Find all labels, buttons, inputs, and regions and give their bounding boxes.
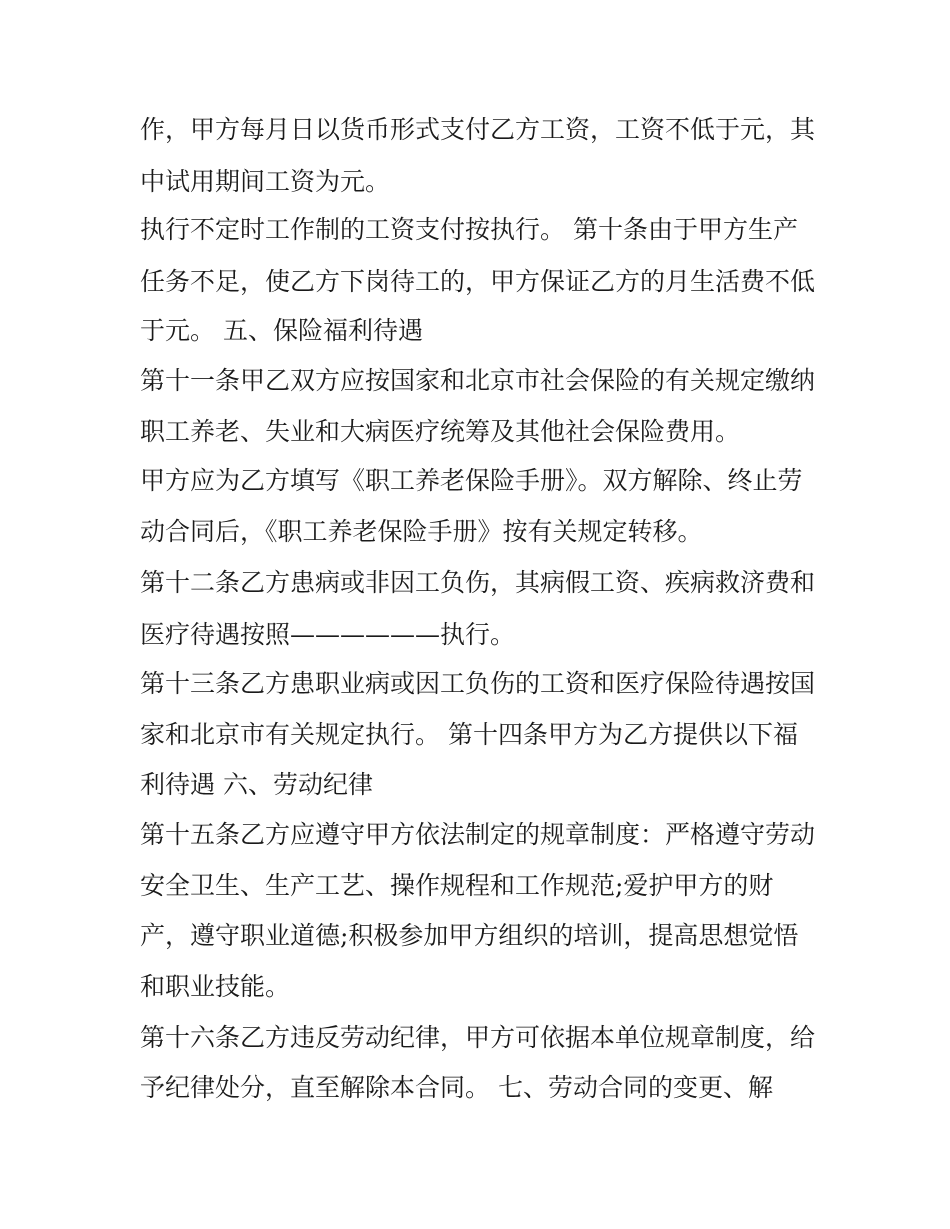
text-line: 于元。 五、保险福利待遇 — [140, 316, 423, 345]
text-line: 作，甲方每月日以货币形式支付乙方工资，工资不低于元，其 — [140, 115, 816, 144]
text-line: 执行不定时工作制的工资支付按执行。 第十条由于甲方生产 — [140, 215, 798, 244]
text-line: 动合同后，《职工养老保险手册》按有关规定转移。 — [140, 517, 703, 546]
text-line: 第十六条乙方违反劳动纪律，甲方可依据本单位规章制度，给 — [140, 1023, 816, 1052]
text-line: 甲方应为乙方填写《职工养老保险手册》。双方解除、终止劳 — [140, 466, 803, 495]
text-line: 任务不足，使乙方下岗待工的，甲方保证乙方的月生活费不低 — [140, 267, 816, 296]
text-line: 医疗待遇按照——————执行。 — [140, 620, 516, 649]
text-line: 安全卫生、生产工艺、操作规程和工作规范;爱护甲方的财 — [140, 871, 774, 900]
text-line: 职工养老、失业和大病医疗统筹及其他社会保险费用。 — [140, 417, 741, 446]
text-line: 第十二条乙方患病或非因工负伤，其病假工资、疾病救济费和 — [140, 568, 816, 597]
text-line: 产，遵守职业道德;积极参加甲方组织的培训，提高思想觉悟 — [140, 921, 799, 950]
text-line: 第十一条甲乙双方应按国家和北京市社会保险的有关规定缴纳 — [140, 366, 816, 395]
text-line: 中试用期间工资为元。 — [140, 167, 391, 196]
text-line: 利待遇 六、劳动纪律 — [140, 770, 373, 799]
text-line: 和职业技能。 — [140, 972, 291, 1001]
text-line: 予纪律处分，直至解除本合同。 七、劳动合同的变更、解 — [140, 1073, 773, 1102]
text-line: 第十五条乙方应遵守甲方依法制定的规章制度：严格遵守劳动 — [140, 820, 816, 849]
text-line: 第十三条乙方患职业病或因工负伤的工资和医疗保险待遇按国 — [140, 669, 816, 698]
text-line: 家和北京市有关规定执行。 第十四条甲方为乙方提供以下福 — [140, 720, 798, 749]
